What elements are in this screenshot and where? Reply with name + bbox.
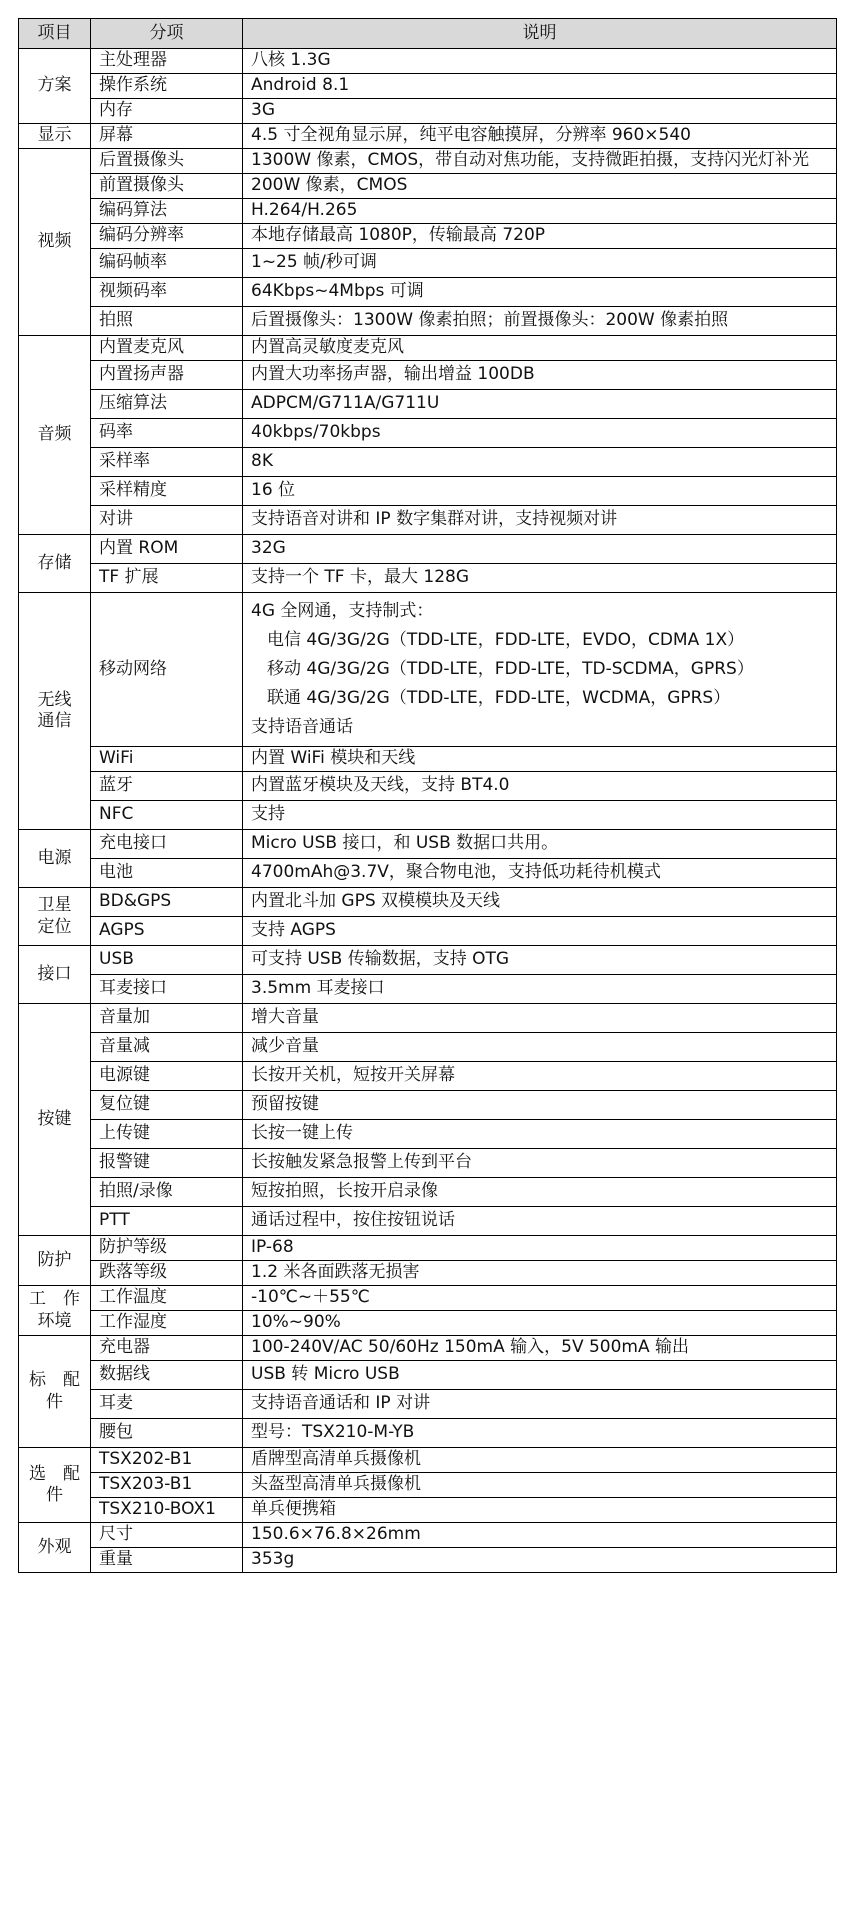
item-cell: 电源键 [91,1062,243,1091]
item-cell: 移动网络 [91,593,243,747]
description-cell: 3.5mm 耳麦接口 [243,975,837,1004]
description-cell: 支持一个 TF 卡，最大 128G [243,564,837,593]
table-row [19,975,837,1004]
description-line: 电信 4G/3G/2G（TDD-LTE，FDD-LTE，EVDO，CDMA 1X） [267,630,745,650]
table-row [19,593,837,747]
table-row [19,1548,837,1573]
table-row [19,1390,837,1419]
description-line: 联通 4G/3G/2G（TDD-LTE，FDD-LTE，WCDMA，GPRS） [267,688,731,708]
description-cell: 10%~90% [243,1311,837,1336]
description-cell [243,593,837,747]
description-cell: 内置北斗加 GPS 双模模块及天线 [243,888,837,917]
table-body [19,49,837,1573]
table-row [19,224,837,249]
description-cell: 减少音量 [243,1033,837,1062]
category-label: 防护 [37,1249,72,1270]
item-cell: 采样精度 [91,477,243,506]
category-label: 外观 [37,1536,72,1557]
category-cell [19,888,91,946]
item-cell: 重量 [91,1548,243,1573]
description-cell: 8K [243,448,837,477]
item-cell: 工作湿度 [91,1311,243,1336]
item-cell: 上传键 [91,1120,243,1149]
table-row [19,49,837,74]
item-cell: 操作系统 [91,74,243,99]
item-cell: USB [91,946,243,975]
description-cell: 内置高灵敏度麦克风 [243,336,837,361]
item-cell: 内置 ROM [91,535,243,564]
table-row [19,149,837,174]
description-cell: 八核 1.3G [243,49,837,74]
table-row [19,477,837,506]
description-cell: 短按拍照，长按开启录像 [243,1178,837,1207]
description-cell: 头盔型高清单兵摄像机 [243,1473,837,1498]
description-cell: 内置大功率扬声器，输出增益 100DB [243,361,837,390]
category-label: 存储 [37,552,72,573]
category-label: 环境 [37,1310,72,1331]
category-label: 方案 [37,75,72,96]
item-cell: 复位键 [91,1091,243,1120]
table-row [19,1004,837,1033]
table-row [19,307,837,336]
item-cell: AGPS [91,917,243,946]
table-row [19,1120,837,1149]
table-row [19,1336,837,1361]
table-row [19,859,837,888]
item-cell: 音量减 [91,1033,243,1062]
description-cell: 4700mAh@3.7V，聚合物电池，支持低功耗待机模式 [243,859,837,888]
table-header-row [19,19,837,49]
item-cell: 充电接口 [91,830,243,859]
category-label: 视频 [37,231,72,252]
item-cell: NFC [91,801,243,830]
category-label: 电源 [37,847,72,868]
description-cell: ADPCM/G711A/G711U [243,390,837,419]
spec-table-container [18,18,836,1573]
table-row [19,1207,837,1236]
description-cell: 支持 [243,801,837,830]
item-cell: 跌落等级 [91,1261,243,1286]
table-row [19,448,837,477]
table-row [19,1236,837,1261]
description-cell: 64Kbps~4Mbps 可调 [243,278,837,307]
item-cell: 编码分辨率 [91,224,243,249]
category-cell [19,124,91,149]
description-cell: IP-68 [243,1236,837,1261]
table-row [19,1473,837,1498]
item-cell: WiFi [91,747,243,772]
category-cell [19,336,91,535]
item-cell: 编码帧率 [91,249,243,278]
table-row [19,1286,837,1311]
category-cell [19,1523,91,1573]
item-cell: 视频码率 [91,278,243,307]
item-cell: 屏幕 [91,124,243,149]
table-row [19,1523,837,1548]
category-label: 卫星 [37,895,72,916]
category-label: 无线 [37,689,72,710]
table-row [19,1311,837,1336]
table-row [19,278,837,307]
description-cell: 100-240V/AC 50/60Hz 150mA 输入，5V 500mA 输出 [243,1336,837,1361]
table-row [19,772,837,801]
category-label: 接口 [37,963,72,984]
item-cell: 拍照 [91,307,243,336]
table-row [19,917,837,946]
description-cell: 1~25 帧/秒可调 [243,249,837,278]
table-row [19,506,837,535]
description-cell: 长按开关机，短按开关屏幕 [243,1062,837,1091]
category-cell [19,593,91,830]
category-label: 标 配 [29,1370,80,1391]
item-cell: BD&GPS [91,888,243,917]
description-cell: 型号：TSX210-M-YB [243,1419,837,1448]
table-row [19,1361,837,1390]
description-cell: 增大音量 [243,1004,837,1033]
item-cell: 音量加 [91,1004,243,1033]
category-cell [19,946,91,1004]
category-cell [19,1286,91,1336]
item-cell: 报警键 [91,1149,243,1178]
table-row [19,1448,837,1473]
table-row [19,1178,837,1207]
item-cell: 后置摄像头 [91,149,243,174]
description-cell: 预留按键 [243,1091,837,1120]
description-cell: 353g [243,1548,837,1573]
item-cell: TSX203-B1 [91,1473,243,1498]
category-label: 选 配 [29,1463,80,1484]
table-row [19,1149,837,1178]
description-cell: 支持语音对讲和 IP 数字集群对讲，支持视频对讲 [243,506,837,535]
description-cell: 盾牌型高清单兵摄像机 [243,1448,837,1473]
item-cell: 腰包 [91,1419,243,1448]
category-label: 音频 [37,424,72,445]
category-label: 定位 [37,916,72,937]
category-label: 显示 [37,125,72,146]
table-row [19,1498,837,1523]
category-cell [19,830,91,888]
item-cell: 主处理器 [91,49,243,74]
item-cell: 防护等级 [91,1236,243,1261]
item-cell: TSX202-B1 [91,1448,243,1473]
description-cell: Micro USB 接口，和 USB 数据口共用。 [243,830,837,859]
header-description: 说明 [243,19,837,49]
table-row [19,336,837,361]
table-row [19,390,837,419]
description-cell: 40kbps/70kbps [243,419,837,448]
description-cell: 后置摄像头：1300W 像素拍照；前置摄像头：200W 像素拍照 [243,307,837,336]
item-cell: TF 扩展 [91,564,243,593]
description-cell: H.264/H.265 [243,199,837,224]
description-cell: 内置蓝牙模块及天线，支持 BT4.0 [243,772,837,801]
item-cell: 耳麦接口 [91,975,243,1004]
description-cell: 内置 WiFi 模块和天线 [243,747,837,772]
category-cell [19,1236,91,1286]
category-cell [19,49,91,124]
category-label: 工 作 [29,1289,80,1310]
table-row [19,174,837,199]
description-cell: 1300W 像素，CMOS，带自动对焦功能，支持微距拍摄，支持闪光灯补光 [243,149,837,174]
description-cell: 3G [243,99,837,124]
table-row [19,99,837,124]
table-row [19,946,837,975]
table-row [19,199,837,224]
description-cell: 4.5 寸全视角显示屏，纯平电容触摸屏，分辨率 960×540 [243,124,837,149]
item-cell: 尺寸 [91,1523,243,1548]
category-label: 件 [46,1485,63,1505]
category-label: 件 [46,1391,63,1412]
item-cell: 采样率 [91,448,243,477]
description-line: 支持语音通话 [251,717,353,737]
item-cell: 编码算法 [91,199,243,224]
item-cell: 耳麦 [91,1390,243,1419]
item-cell: TSX210-BOX1 [91,1498,243,1523]
description-cell: 150.6×76.8×26mm [243,1523,837,1548]
table-row [19,361,837,390]
item-cell: 对讲 [91,506,243,535]
category-cell [19,1336,91,1448]
description-cell: 1.2 米各面跌落无损害 [243,1261,837,1286]
table-row [19,564,837,593]
category-label: 按键 [37,1108,72,1129]
item-cell: 充电器 [91,1336,243,1361]
table-row [19,801,837,830]
spec-table [18,18,837,1573]
description-cell: 16 位 [243,477,837,506]
item-cell: 工作温度 [91,1286,243,1311]
table-row [19,830,837,859]
description-line: 4G 全网通，支持制式： [251,601,434,621]
item-cell: 内置麦克风 [91,336,243,361]
table-row [19,888,837,917]
table-row [19,249,837,278]
category-cell [19,535,91,593]
description-cell: 单兵便携箱 [243,1498,837,1523]
description-cell: 通话过程中，按住按钮说话 [243,1207,837,1236]
description-cell: Android 8.1 [243,74,837,99]
item-cell: 前置摄像头 [91,174,243,199]
description-cell: 支持语音通话和 IP 对讲 [243,1390,837,1419]
table-row [19,1261,837,1286]
item-cell: 压缩算法 [91,390,243,419]
item-cell: 内置扬声器 [91,361,243,390]
description-cell: 32G [243,535,837,564]
category-label: 通信 [37,711,72,731]
item-cell: 内存 [91,99,243,124]
table-row [19,1062,837,1091]
description-line: 移动 4G/3G/2G（TDD-LTE，FDD-LTE，TD-SCDMA，GPRS） [267,659,754,679]
table-row [19,747,837,772]
description-cell: 可支持 USB 传输数据，支持 OTG [243,946,837,975]
table-row [19,1033,837,1062]
header-category: 项目 [19,19,91,49]
item-cell: 码率 [91,419,243,448]
item-cell: PTT [91,1207,243,1236]
category-cell [19,1004,91,1236]
description-cell: USB 转 Micro USB [243,1361,837,1390]
description-cell: 本地存储最高 1080P，传输最高 720P [243,224,837,249]
category-cell [19,149,91,336]
description-cell: 200W 像素，CMOS [243,174,837,199]
table-row [19,1091,837,1120]
description-cell: -10℃~＋55℃ [243,1286,837,1311]
table-row [19,1419,837,1448]
description-cell: 支持 AGPS [243,917,837,946]
item-cell: 数据线 [91,1361,243,1390]
description-cell: 长按触发紧急报警上传到平台 [243,1149,837,1178]
table-row [19,124,837,149]
header-item: 分项 [91,19,243,49]
table-row [19,419,837,448]
item-cell: 拍照/录像 [91,1178,243,1207]
description-cell: 长按一键上传 [243,1120,837,1149]
item-cell: 电池 [91,859,243,888]
table-row [19,74,837,99]
item-cell: 蓝牙 [91,772,243,801]
category-cell [19,1448,91,1523]
table-row [19,535,837,564]
